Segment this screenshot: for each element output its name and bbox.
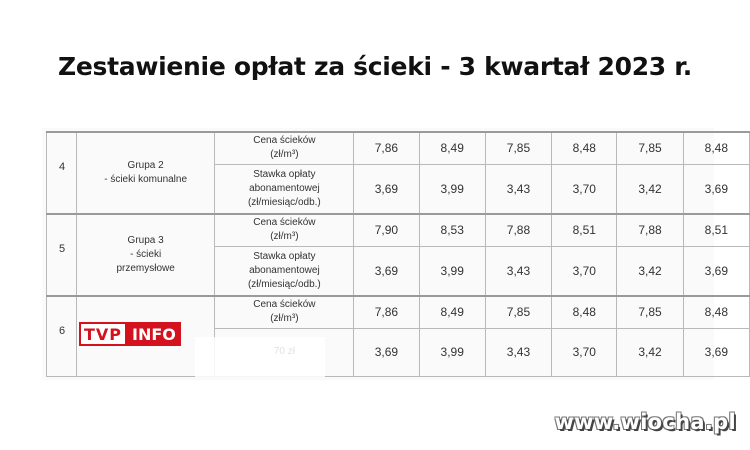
parameter-label-line: Cena ścieków bbox=[253, 135, 316, 147]
value-cell: 7,85 bbox=[485, 132, 551, 164]
value-cell: 8,53 bbox=[419, 214, 485, 246]
value-cell: 8,51 bbox=[683, 214, 749, 246]
value-cell: 8,49 bbox=[419, 296, 485, 328]
parameter-label-line: (zł/miesiąc/odb.) bbox=[247, 278, 321, 290]
table-row bbox=[47, 214, 750, 246]
value-cell: 8,48 bbox=[552, 296, 617, 328]
parameter-cell bbox=[215, 296, 354, 328]
value-cell: 3,43 bbox=[485, 328, 551, 376]
group-label-line: - ścieki bbox=[130, 249, 162, 260]
value-cell: 8,48 bbox=[552, 132, 617, 164]
value-cell: 8,49 bbox=[419, 132, 485, 164]
redaction-cover bbox=[195, 337, 325, 377]
parameter-cell bbox=[215, 164, 354, 214]
parameter-cell bbox=[215, 132, 354, 164]
value-cell: 3,42 bbox=[617, 328, 683, 376]
value-cell: 8,48 bbox=[683, 132, 749, 164]
value-cell: 7,90 bbox=[354, 214, 419, 246]
table-row bbox=[47, 132, 750, 164]
logo-tvp-text: TVP bbox=[79, 322, 127, 346]
value-cell: 7,88 bbox=[485, 214, 551, 246]
logo-info-text: INFO bbox=[127, 322, 181, 346]
value-cell: 3,69 bbox=[354, 164, 419, 214]
value-cell: 7,86 bbox=[354, 296, 419, 328]
value-cell: 3,43 bbox=[485, 246, 551, 296]
value-cell: 7,88 bbox=[617, 214, 683, 246]
value-cell: 3,70 bbox=[552, 328, 617, 376]
parameter-label-line: (zł/m³) bbox=[270, 313, 299, 325]
value-cell: 3,70 bbox=[552, 164, 617, 214]
value-cell: 3,99 bbox=[419, 164, 485, 214]
value-cell: 3,42 bbox=[617, 246, 683, 296]
value-cell: 3,69 bbox=[683, 164, 749, 214]
group-label-line: - ścieki komunalne bbox=[104, 174, 188, 185]
value-cell: 7,85 bbox=[485, 296, 551, 328]
parameter-label-line: (zł/m³) bbox=[270, 231, 299, 243]
page-title: Zestawienie opłat za ścieki - 3 kwartał 2023 r. bbox=[58, 52, 692, 81]
value-cell: 3,69 bbox=[683, 246, 749, 296]
value-cell: 8,48 bbox=[683, 296, 749, 328]
value-cell: 7,85 bbox=[617, 296, 683, 328]
value-cell: 3,99 bbox=[419, 246, 485, 296]
site-watermark: www.wiocha.pl bbox=[554, 410, 736, 434]
parameter-label-line: Cena ścieków bbox=[253, 299, 316, 311]
row-number: 4 bbox=[47, 132, 77, 214]
value-cell: 3,42 bbox=[617, 164, 683, 214]
parameter-label-line: abonamentowej bbox=[249, 182, 320, 194]
parameter-label-line: (zł/miesiąc/odb.) bbox=[247, 196, 321, 208]
row-number: 6 bbox=[47, 296, 77, 376]
value-cell: 3,70 bbox=[552, 246, 617, 296]
value-cell: 7,86 bbox=[354, 132, 419, 164]
parameter-label-line: (zł/m³) bbox=[270, 149, 299, 161]
parameter-label-line: abonamentowej bbox=[249, 264, 320, 276]
value-cell: 3,69 bbox=[354, 246, 419, 296]
parameter-label-line: Stawka opłaty bbox=[253, 168, 316, 180]
parameter-cell bbox=[215, 246, 354, 296]
value-cell: 8,51 bbox=[552, 214, 617, 246]
value-cell: 7,85 bbox=[617, 132, 683, 164]
group-label-line: przemysłowe bbox=[116, 263, 175, 274]
group-cell bbox=[76, 132, 215, 214]
value-cell: 3,99 bbox=[419, 328, 485, 376]
value-cell: 3,69 bbox=[354, 328, 419, 376]
value-cell: 3,69 bbox=[683, 328, 749, 376]
group-label-line: Grupa 3 bbox=[127, 235, 164, 246]
parameter-label-line: Stawka opłaty bbox=[253, 250, 316, 262]
value-cell: 3,43 bbox=[485, 164, 551, 214]
row-number: 5 bbox=[47, 214, 77, 296]
group-cell bbox=[76, 214, 215, 296]
parameter-cell bbox=[215, 214, 354, 246]
parameter-label-line: Cena ścieków bbox=[253, 217, 316, 229]
tvp-info-logo bbox=[79, 322, 184, 346]
group-label-line: Grupa 2 bbox=[127, 160, 164, 171]
